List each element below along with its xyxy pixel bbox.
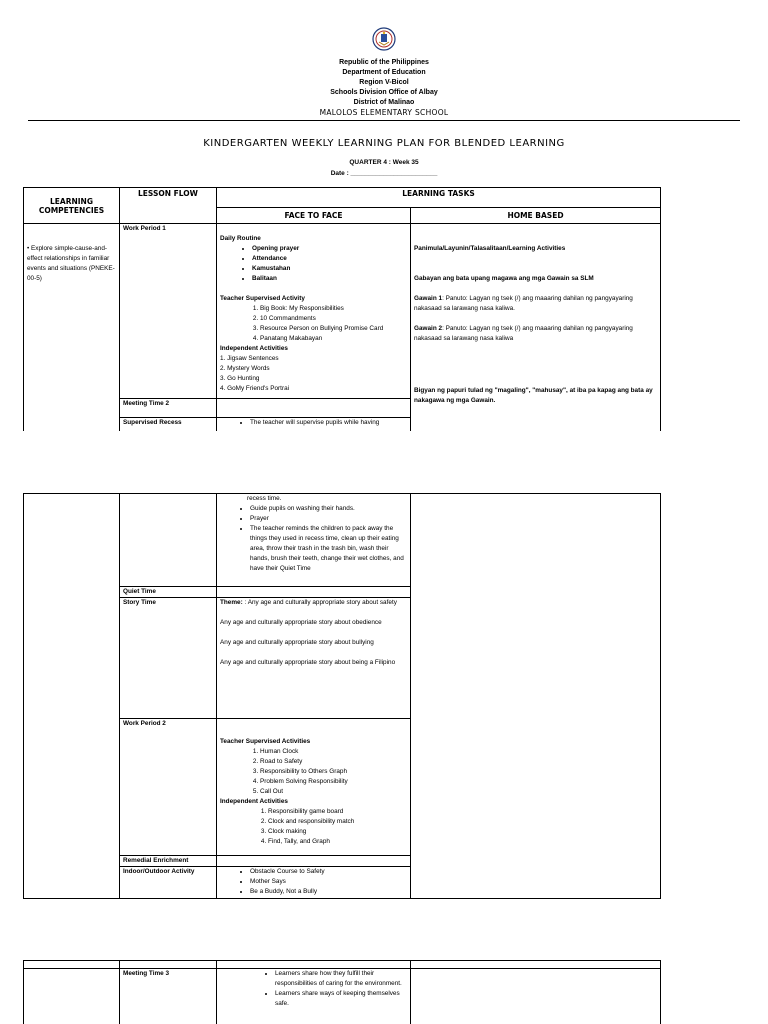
list-item: 2. Mystery Words [220,365,270,372]
list-item: • Opening prayer [252,244,407,254]
list-item: 2. 10 Commandments [260,314,407,324]
header-line: Department of Education [342,69,426,76]
header-line: District of Malinao [353,99,415,106]
header-lesson-flow: LESSON FLOW [120,188,217,224]
list-item: 2. Road to Safety [260,757,407,767]
list-item: 4. Find, Tally, and Graph [268,837,407,847]
theme-text: : Any age and culturally appropriate story about safety [244,599,397,606]
gawain-1-text: : Panuto: Lagyan ng tsek (/) ang maaaring dahilan ng pangyayaring nakasaad sa larawang nasa kaliwa. [414,295,633,312]
daily-routine-list [220,244,407,284]
quarter-and-date [0,157,768,179]
list-item: • Balitaan [252,274,407,284]
lesson-flow-recess-cont [120,494,217,587]
face-to-face-meeting-time-2 [217,399,411,418]
gabayan-text: Gabayan ang bata upang magawa ang mga Gawain sa SLM [414,275,594,282]
face-to-face-remedial-enrichment [217,856,411,867]
document-header [0,58,768,118]
face-to-face-quiet-time [217,587,411,598]
list-item: • The teacher reminds the children to pack away the things they used in recess time, clean up their eating area, throw their trash in the trash bin, wash their hands, brush their teeth, change their wet clothes, and have their Quiet Time [250,524,407,574]
lesson-flow-meeting-time-3: Meeting Time 3 [120,969,217,1024]
list-item: 1. Big Book: My Responsibilities [260,304,407,314]
list-item: 2. Clock and responsibility match [268,817,407,827]
page-title: KINDERGARTEN WEEKLY LEARNING PLAN FOR BLENDED LEARNING [203,138,565,149]
story-item: Any age and culturally appropriate story about bullying [220,639,374,646]
story-item: Any age and culturally appropriate story about being a Filipino [220,659,396,666]
lesson-flow-story-time: Story Time [120,598,217,719]
list-item: • Mother Says [250,877,407,887]
gawain-1-label: Gawain 1 [414,295,443,302]
wp2-teacher-list [220,747,407,797]
lesson-flow-indoor-outdoor: Indoor/Outdoor Activity [120,867,217,899]
plan-table-page-1 [23,187,663,431]
list-item: • Guide pupils on washing their hands. [250,504,407,514]
lesson-flow-work-period-1: Work Period 1 [120,224,217,399]
wp2-independent-heading: Independent Activities [220,798,288,805]
header-face-to-face: FACE TO FACE [217,208,411,224]
story-theme [220,598,407,608]
meeting-time-3-list [220,969,407,1009]
independent-activities-heading: Independent Activities [220,345,288,352]
list-item: • Attendance [252,254,407,264]
list-item: • Learners share ways of keeping themselves safe. [275,989,407,1009]
header-divider [28,120,740,121]
list-item: 3. Clock making [268,827,407,837]
recess-list [220,418,407,428]
list-item: 3. Resource Person on Bullying Promise Card [260,324,407,334]
list-item: • Learners share how they fulfill their responsibilities of caring for the environment. [275,969,407,989]
face-to-face-work-period-2 [217,719,411,856]
home-based-cell-page-2 [411,494,661,899]
list-item: • The teacher will supervise pupils while having [250,418,407,428]
header-line: Republic of the Philippines [339,59,429,66]
face-to-face-story-time [217,598,411,719]
gawain-2 [414,324,657,344]
list-item: 3. Responsibility to Others Graph [260,767,407,777]
deped-seal [372,27,396,51]
header-line: Schools Division Office of Albay [330,89,438,96]
face-to-face-recess-cont [217,494,411,587]
header-learning-competencies: LEARNING COMPETENCIES [24,188,120,224]
wp2-teacher-heading: Teacher Supervised Activities [220,738,311,745]
recess-continuation: recess time. [247,495,282,502]
gawain-2-text: : Panuto: Lagyan ng tsek (/) ang maaaring dahilan ng pangyayaring nakasaad sa larawang nasa kaliwa [414,325,633,342]
recess-items-list [220,504,407,574]
list-item: • Kamustahan [252,264,407,274]
face-to-face-work-period-1 [217,224,411,399]
quarter-label: QUARTER 4 : Week 35 [349,159,419,166]
teacher-supervised-list [220,304,407,344]
face-to-face-indoor-outdoor [217,867,411,899]
list-item: 4. Panatang Makabayan [260,334,407,344]
competency-cell-page-2 [24,494,120,899]
lesson-flow-meeting-time-2: Meeting Time 2 [120,399,217,418]
face-to-face-supervised-recess [217,418,411,432]
header-line: Region V-Bicol [359,79,409,86]
list-item: 1. Responsibility game board [268,807,407,817]
teacher-supervised-heading: Teacher Supervised Activity [220,295,305,302]
independent-activities-list [220,354,407,394]
list-item: 5. Call Out [260,787,407,797]
face-to-face-page-3-top [217,961,411,969]
panimula-text: Panimula/Layunin/Talasalitaan/Learning Activities [414,245,566,252]
list-item: • Obstacle Course to Safety [250,867,407,877]
lesson-flow-work-period-2: Work Period 2 [120,719,217,856]
date-label: Date : ________________________ [330,170,438,177]
competency-text: • Explore simple-cause-and-effect relationships in familiar events and situations (PNEKE-00-5) [27,245,115,282]
indoor-outdoor-list [220,867,407,897]
lesson-flow-supervised-recess: Supervised Recess [120,418,217,432]
list-item: 4. Problem Solving Responsibility [260,777,407,787]
gawain-1 [414,294,657,314]
list-item: • Prayer [250,514,407,524]
list-item: • Be a Buddy, Not a Bully [250,887,407,897]
wp2-independent-list [220,807,407,847]
competency-cell-page-3 [24,969,120,1024]
lesson-flow-quiet-time: Quiet Time [120,587,217,598]
plan-table-page-3 [23,960,663,1024]
lesson-flow-page-3-top [120,961,217,969]
bigyan-text: Bigyan ng papuri tulad ng "magaling", "mahusay", at iba pa kapag ang bata ay nakagawa ng mga Gawain. [414,387,653,404]
list-item: 4. GoMy Friend's Portrai [220,385,290,392]
plan-table-page-2 [23,493,661,899]
list-item: 3. Go Hunting [220,375,260,382]
list-item: 1. Human Clock [260,747,407,757]
header-home-based: HOME BASED [411,208,661,224]
home-based-meeting-time-3 [411,969,661,1024]
school-name: MALOLOS ELEMENTARY SCHOOL [319,108,449,117]
story-item: Any age and culturally appropriate story about obedience [220,619,382,626]
home-based-page-3-top [411,961,661,969]
gawain-2-label: Gawain 2 [414,325,443,332]
lesson-flow-remedial-enrichment: Remedial Enrichment [120,856,217,867]
face-to-face-meeting-time-3 [217,969,411,1024]
daily-routine-heading: Daily Routine [220,235,261,242]
competency-cell [24,224,120,432]
competency-cell-page-3-top [24,961,120,969]
theme-label: Theme: [220,599,243,606]
list-item: 1. Jigsaw Sentences [220,355,279,362]
home-based-cell [411,224,661,432]
header-learning-tasks: LEARNING TASKS [217,188,661,208]
